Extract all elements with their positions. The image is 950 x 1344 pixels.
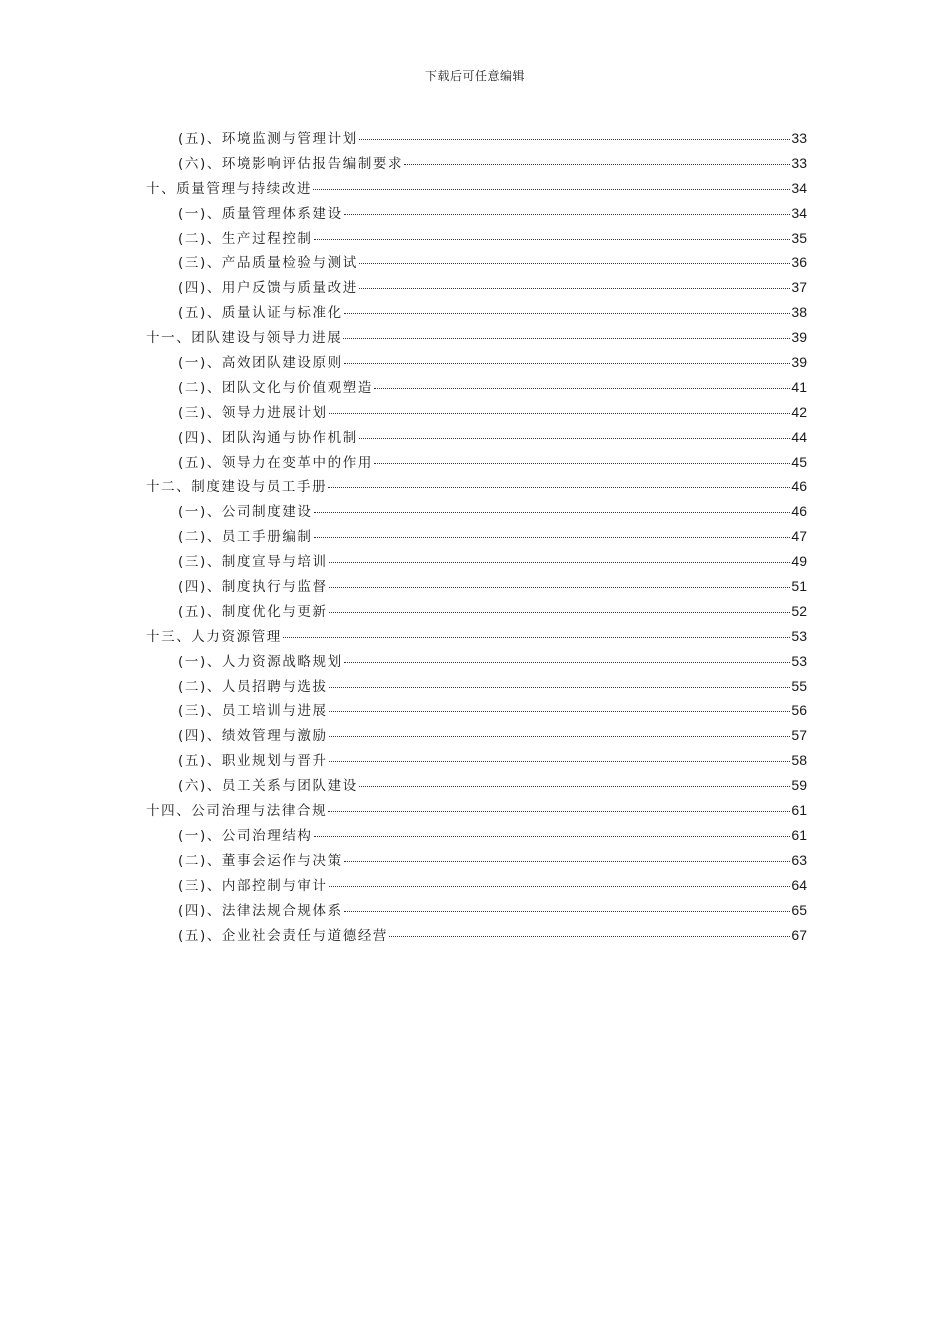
toc-chapter-entry[interactable] [146, 798, 807, 823]
toc-section-entry[interactable] [146, 400, 807, 425]
page-header: 下载后可任意编辑 [424, 69, 525, 83]
toc-entry-title: 十、质量管理与持续改进 [146, 180, 313, 197]
toc-dot-leader [374, 388, 790, 389]
toc-entry-title: (一)、公司治理结构 [178, 827, 313, 844]
toc-section-entry[interactable] [146, 300, 807, 325]
toc-page-number: 61 [791, 826, 807, 843]
toc-entry-title: (二)、人员招聘与选拔 [178, 678, 328, 695]
toc-dot-leader [329, 687, 791, 688]
toc-section-entry[interactable] [146, 923, 807, 948]
toc-entry-title: (三)、制度宣导与培训 [178, 554, 328, 571]
toc-entry-title: (四)、法律法规合规体系 [178, 902, 343, 919]
toc-page-number: 55 [791, 677, 807, 694]
toc-entry-title: (一)、公司制度建设 [178, 504, 313, 521]
toc-entry-title: (五)、领导力在变革中的作用 [178, 454, 373, 471]
toc-section-entry[interactable] [146, 151, 807, 176]
toc-page-number: 46 [791, 478, 807, 495]
toc-page-number: 64 [791, 876, 807, 893]
toc-page-number: 53 [791, 652, 807, 669]
toc-entry-title: 十三、人力资源管理 [146, 628, 282, 645]
table-of-contents [146, 126, 807, 947]
toc-page-number: 52 [791, 602, 807, 619]
toc-page-number: 65 [791, 901, 807, 918]
toc-entry-title: (五)、制度优化与更新 [178, 603, 328, 620]
toc-page-number: 56 [791, 702, 807, 719]
toc-section-entry[interactable] [146, 226, 807, 251]
toc-entry-title: 十四、公司治理与法律合规 [146, 803, 328, 820]
toc-entry-title: (一)、人力资源战略规划 [178, 653, 343, 670]
toc-page-number: 44 [791, 428, 807, 445]
toc-page-number: 38 [791, 304, 807, 321]
toc-page-number: 42 [791, 403, 807, 420]
toc-page-number: 33 [791, 154, 807, 171]
toc-dot-leader [389, 936, 790, 937]
toc-dot-leader [374, 463, 790, 464]
toc-page-number: 35 [791, 229, 807, 246]
toc-dot-leader [329, 587, 791, 588]
toc-section-entry[interactable] [146, 649, 807, 674]
toc-section-entry[interactable] [146, 748, 807, 773]
toc-entry-title: (五)、质量认证与标准化 [178, 305, 343, 322]
toc-entry-title: (五)、环境监测与管理计划 [178, 131, 358, 147]
toc-section-entry[interactable] [146, 201, 807, 226]
toc-dot-leader [359, 786, 791, 787]
toc-section-entry[interactable] [146, 425, 807, 450]
toc-dot-leader [344, 363, 791, 364]
toc-entry-title: (三)、内部控制与审计 [178, 877, 328, 894]
toc-page-number: 39 [791, 329, 807, 346]
toc-page-number: 57 [791, 727, 807, 744]
toc-chapter-entry[interactable] [146, 474, 807, 499]
toc-dot-leader [314, 836, 791, 837]
toc-entry-title: (四)、用户反馈与质量改进 [178, 280, 358, 297]
toc-section-entry[interactable] [146, 275, 807, 300]
toc-dot-leader [314, 512, 791, 513]
toc-dot-leader [283, 637, 791, 638]
toc-page-number: 58 [791, 752, 807, 769]
toc-page-number: 41 [791, 378, 807, 395]
toc-dot-leader [343, 338, 790, 339]
toc-dot-leader [329, 612, 791, 613]
toc-section-entry[interactable] [146, 848, 807, 873]
toc-dot-leader [344, 662, 791, 663]
toc-entry-title: (二)、团队文化与价值观塑造 [178, 379, 373, 396]
toc-chapter-entry[interactable] [146, 624, 807, 649]
toc-section-entry[interactable] [146, 549, 807, 574]
toc-page-number: 47 [791, 528, 807, 545]
toc-dot-leader [329, 413, 791, 414]
toc-page-number: 36 [791, 254, 807, 271]
toc-dot-leader [359, 438, 791, 439]
toc-dot-leader [329, 761, 791, 762]
toc-dot-leader [344, 911, 791, 912]
toc-page-number: 61 [791, 802, 807, 819]
toc-section-entry[interactable] [146, 723, 807, 748]
toc-page-number: 45 [791, 453, 807, 470]
toc-page-number: 53 [791, 627, 807, 644]
toc-dot-leader [328, 487, 790, 488]
toc-section-entry[interactable] [146, 674, 807, 699]
toc-entry-title: 十二、制度建设与员工手册 [146, 479, 328, 496]
toc-entry-title: (三)、产品质量检验与测试 [178, 255, 358, 272]
toc-dot-leader [329, 886, 791, 887]
toc-dot-leader [329, 736, 791, 737]
toc-page-number: 49 [791, 553, 807, 570]
toc-dot-leader [344, 214, 791, 215]
toc-entry-title: (四)、制度执行与监督 [178, 579, 328, 596]
toc-section-entry[interactable] [146, 599, 807, 624]
toc-page-number: 37 [791, 279, 807, 296]
toc-page-number: 34 [791, 204, 807, 221]
toc-entry-title: (四)、绩效管理与激励 [178, 728, 328, 745]
toc-dot-leader [404, 164, 790, 165]
toc-section-entry[interactable] [146, 773, 807, 798]
toc-entry-title: (一)、高效团队建设原则 [178, 355, 343, 372]
toc-section-entry[interactable] [146, 250, 807, 275]
toc-dot-leader [359, 288, 791, 289]
toc-page-number: 39 [791, 354, 807, 371]
toc-entry-title: (三)、领导力进展计划 [178, 404, 328, 421]
toc-dot-leader [314, 239, 791, 240]
toc-chapter-entry[interactable] [146, 176, 807, 201]
toc-page-number: 46 [791, 503, 807, 520]
toc-entry-title: (六)、环境影响评估报告编制要求 [178, 155, 404, 172]
toc-dot-leader [344, 861, 791, 862]
toc-section-entry[interactable] [146, 873, 807, 898]
toc-section-entry[interactable] [146, 698, 807, 723]
toc-entry-title: (五)、职业规划与晋升 [178, 753, 328, 770]
toc-section-entry[interactable] [146, 823, 807, 848]
toc-section-entry[interactable] [146, 499, 807, 524]
toc-section-entry[interactable] [146, 450, 807, 475]
toc-page-number: 51 [791, 578, 807, 595]
toc-dot-leader [359, 139, 791, 140]
toc-entry-title: (五)、企业社会责任与道德经营 [178, 927, 389, 944]
toc-chapter-entry[interactable] [146, 325, 807, 350]
toc-dot-leader [313, 189, 790, 190]
toc-page-number: 67 [791, 926, 807, 943]
toc-entry-title: (二)、员工手册编制 [178, 529, 313, 546]
toc-dot-leader [328, 811, 790, 812]
toc-page-number: 63 [791, 851, 807, 868]
toc-dot-leader [344, 313, 791, 314]
toc-section-entry[interactable] [146, 375, 807, 400]
toc-page-number: 34 [791, 179, 807, 196]
toc-section-entry[interactable] [146, 126, 807, 151]
toc-dot-leader [329, 562, 791, 563]
toc-page-number: 59 [791, 777, 807, 794]
toc-entry-title: (三)、员工培训与进展 [178, 703, 328, 720]
toc-entry-title: 十一、团队建设与领导力进展 [146, 330, 343, 347]
toc-dot-leader [359, 263, 791, 264]
toc-dot-leader [314, 537, 791, 538]
toc-dot-leader [329, 711, 791, 712]
toc-section-entry[interactable] [146, 898, 807, 923]
toc-entry-title: (六)、员工关系与团队建设 [178, 778, 358, 795]
toc-entry-title: (四)、团队沟通与协作机制 [178, 429, 358, 446]
toc-section-entry[interactable] [146, 574, 807, 599]
toc-entry-title: (二)、董事会运作与决策 [178, 852, 343, 869]
toc-entry-title: (一)、质量管理体系建设 [178, 205, 343, 222]
toc-section-entry[interactable] [146, 524, 807, 549]
toc-page-number: 33 [791, 130, 807, 146]
toc-section-entry[interactable] [146, 350, 807, 375]
toc-entry-title: (二)、生产过程控制 [178, 230, 313, 247]
